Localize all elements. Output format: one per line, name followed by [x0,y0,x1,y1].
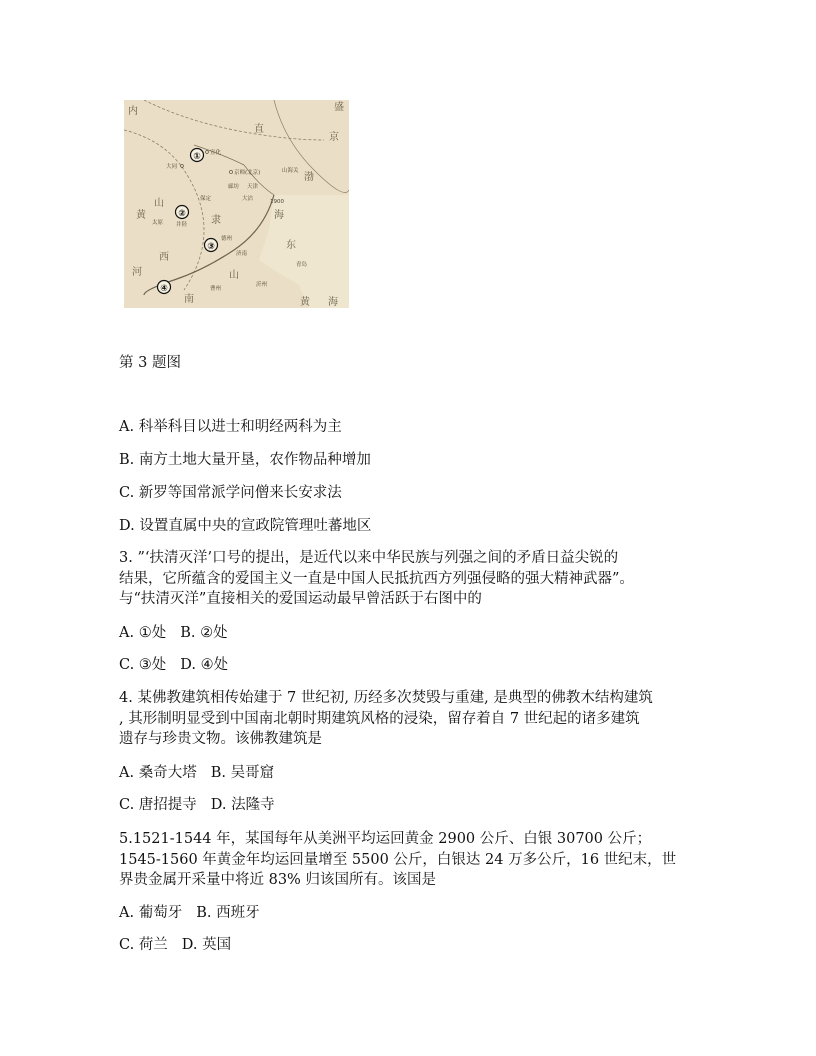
region-label: 隶 [211,215,221,226]
option-c: C. 新罗等国常派学问僧来长安求法 [119,485,342,501]
question-line: 界贵金属开采量中将近 83% 归该国所有。该国是 [119,872,436,888]
question-line: 3. ”‘扶清灭洋’口号的提出，是近代以来中华民族与列强之间的矛盾日益尖锐的 [119,550,619,566]
region-label: 西 [159,252,169,263]
marker-3: ③ [207,242,215,252]
question-line: 1545-1560 年黄金年均运回量增至 5500 公斤，白银达 24 万多公斤，16 世纪末，世 [119,851,677,868]
question-line: 与“扶清灭洋”直接相关的爱国运动最早曾活跃于右图中的 [119,591,482,607]
place-label: 曹州 [210,286,222,292]
place-label: 沂州 [256,282,268,288]
region-label: 直 [254,124,264,135]
place-label: 太原 [152,220,164,226]
option-b: B. ②处 [180,625,228,641]
region-label: 山 [154,198,164,209]
place-label: 青岛 [296,262,308,268]
figure-caption: 第 3 题图 [119,355,181,371]
region-label: 京 [329,132,339,143]
region-label: 东 [286,240,296,251]
question-5 [119,829,709,891]
region-label: 山 [229,270,239,281]
option-b: B. 南方土地大量开垦，农作物品种增加 [119,452,371,468]
place-label: 保定 [200,196,212,202]
options-row [119,795,709,815]
marker-1: ① [193,152,201,162]
place-label: 天津 [247,184,259,190]
question-line: 遗存与珍贵文物。该佛教建筑是 [119,731,322,747]
marker-2: ② [178,209,186,219]
place-label: 德州 [221,236,233,242]
option-c: C. 荷兰 [119,937,168,953]
option-a: A. 科举科目以进士和明经两科为主 [119,419,342,435]
option-a: A. 葡萄牙 [119,905,183,921]
place-label: 井陉 [176,222,188,228]
question-line: , 其形制明显受到中国南北朝时期建筑风格的浸染，留存着自 7 世纪起的诸多建筑 [119,710,640,727]
option-a: A. ①处 [119,625,167,641]
option-d: D. 设置直属中央的宣政院管理吐蕃地区 [119,518,372,534]
option-b: B. 吴哥窟 [210,765,275,781]
marker-4: ④ [160,284,168,294]
region-label: 盛 [334,102,344,113]
option-a: A. 桑奇大塔 [119,765,197,781]
place-label: 大沽 [242,196,254,202]
place-label: 宣化 [210,150,222,156]
options-row [119,903,709,923]
place-label: 大同 [166,164,178,170]
map-svg [124,100,349,308]
question-4 [119,688,709,750]
region-label: 渤 [304,172,314,183]
options-row [119,623,709,643]
question-line: 5.1521-1544 年，某国每年从美洲平均运回黄金 2900 公斤、白银 30700 公斤； [119,831,652,847]
question-line: 结果，它所蕴含的爱国主义一直是中国人民抵抗西方列强侵略的强大精神武器”。 [119,570,634,587]
place-label: 1900 [270,199,284,205]
region-label: 南 [184,294,194,305]
history-map [124,100,349,308]
place-label: 济南 [236,251,248,257]
region-label: 海 [274,210,284,221]
option-d: D. 法隆寺 [210,797,275,813]
option-b: B. 西班牙 [196,905,260,921]
place-label: 京师(北京) [234,170,261,176]
option-d: D. 英国 [181,937,232,953]
region-label: 内 [128,106,138,117]
question-line: 4. 某佛教建筑相传始建于 7 世纪初, 历经多次焚毁与重建, 是典型的佛教木结构建筑 [119,690,653,706]
place-label: 廊坊 [228,184,240,190]
option-d: D. ④处 [180,657,229,673]
region-label: 黄 [300,297,310,308]
border-line-north [144,100,324,140]
options-row [119,763,709,783]
question-3 [119,548,709,610]
region-label: 黄 [136,210,146,221]
option-c: C. ③处 [119,657,167,673]
place-label: 山海关 [282,168,299,174]
sea-area [259,195,349,308]
option-c: C. 唐招提寺 [119,797,197,813]
region-label: 河 [132,267,142,278]
region-label: 海 [328,297,338,308]
options-row [119,935,709,955]
options-row [119,655,709,675]
